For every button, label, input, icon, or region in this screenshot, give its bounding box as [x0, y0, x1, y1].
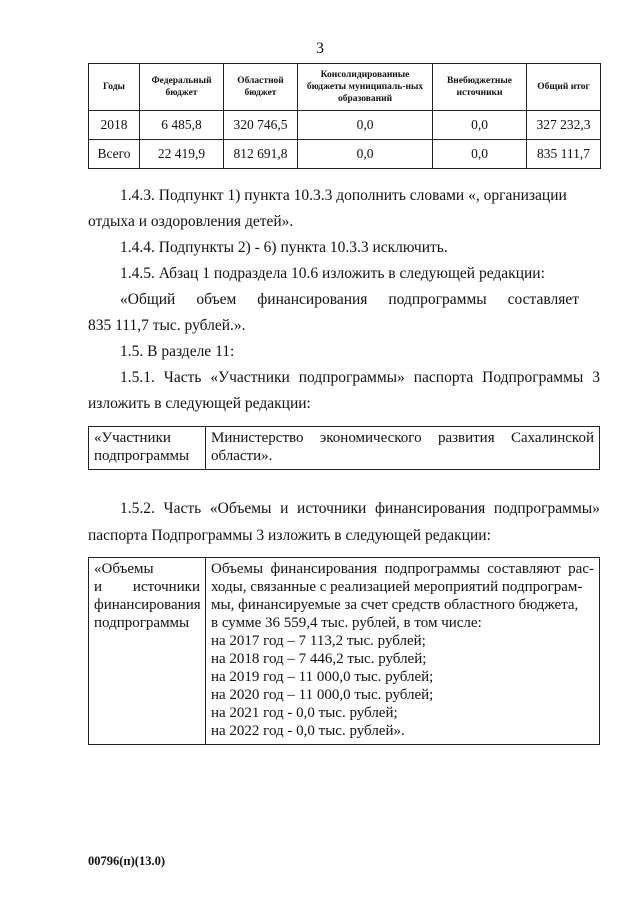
paragraph-1-4-5: [120, 261, 600, 287]
financing-table: [88, 63, 601, 169]
text-line: на 2018 год – 7 446,2 тыс. рублей;: [211, 651, 427, 667]
text-line: на 2017 год – 7 113,2 тыс. рублей;: [211, 633, 426, 649]
header-cell: Внебюджетные источники: [433, 64, 527, 111]
text-line: на 2021 год - 0,0 тыс. рублей;: [211, 705, 398, 721]
text-word: финансирования: [375, 500, 486, 517]
paragraph-1-5-1: [120, 365, 600, 391]
text-word: Министерство: [211, 430, 304, 446]
text-word: составляет: [507, 291, 580, 308]
text-word: источники: [132, 579, 200, 595]
paragraph-1-4-3-cont: [88, 209, 600, 235]
paragraph-1-5-2: [120, 496, 600, 522]
text-line: 1.4.5. Абзац 1 подраздела 10.6 изложить в следующей редакции:: [120, 265, 545, 282]
table-cell-value: [206, 427, 600, 470]
text-word: «Участники: [210, 369, 290, 386]
table-cell: 0,0: [433, 140, 527, 169]
text-word: составляют: [487, 561, 561, 577]
text-word: 3: [592, 369, 600, 386]
table-cell-value: [206, 558, 600, 745]
text-line: отдыха и оздоровления детей».: [88, 213, 294, 230]
table-row: [89, 140, 601, 169]
text-word: паспорта: [413, 369, 474, 386]
text-word: финансирования: [257, 291, 368, 308]
text-word: источники: [297, 500, 367, 517]
page-number: 3: [316, 40, 324, 57]
text-word: Сахалинской: [510, 430, 594, 446]
text-line: на 2020 год – 11 000,0 тыс. рублей;: [211, 687, 434, 703]
paragraph-1-4-4: [120, 235, 600, 261]
table-cell: 327 232,3: [527, 111, 601, 140]
text-line: изложить в следующей редакции:: [88, 395, 311, 412]
text-line: «Объемы: [94, 561, 154, 577]
text-word: Часть: [163, 500, 202, 517]
text-word: подпрограммы»: [493, 500, 600, 517]
text-word: подпрограммы»: [298, 369, 405, 386]
text-line: 835 111,7 тыс. рублей.».: [88, 317, 246, 334]
funding-volumes-table: [88, 557, 600, 745]
table-cell: 835 111,7: [527, 140, 601, 169]
text-word: «Общий: [120, 291, 176, 308]
header-cell: Консолидированные бюджеты муниципаль-ных образований: [298, 64, 433, 111]
text-line: 1.5. В разделе 11:: [120, 343, 235, 360]
text-line: «Участники: [94, 430, 171, 446]
text-line: [211, 560, 594, 578]
table-row: [89, 111, 601, 140]
quote-total-volume: [120, 287, 600, 313]
table-cell: 6 485,8: [140, 111, 224, 140]
text-word: 1.5.2.: [120, 500, 155, 517]
text-word: финансирования: [270, 561, 378, 577]
text-word: Часть: [163, 369, 202, 386]
text-word: и: [280, 500, 289, 517]
table-cell-label: [89, 558, 206, 745]
text-word: экономического: [319, 430, 422, 446]
table-cell: 0,0: [298, 111, 433, 140]
table-cell: 22 419,9: [140, 140, 224, 169]
quote-total-volume-cont: [88, 313, 600, 339]
table-cell: 812 691,8: [224, 140, 298, 169]
text-word: 1.5.1.: [120, 369, 155, 386]
table-cell: 320 746,5: [224, 111, 298, 140]
text-word: Подпрограммы: [482, 369, 584, 386]
text-word: подпрограммы: [384, 561, 480, 577]
text-word: развития: [437, 430, 495, 446]
paragraph-1-5-1-cont: [88, 391, 600, 417]
header-cell: Областной бюджет: [224, 64, 298, 111]
text-line: на 2019 год – 11 000,0 тыс. рублей;: [211, 669, 434, 685]
paragraph-1-5: [120, 339, 600, 365]
table-cell: Всего: [89, 140, 140, 169]
header-cell: Общий итог: [527, 64, 601, 111]
table-cell: 2018: [89, 111, 140, 140]
participants-table: [88, 426, 600, 470]
document-code: 00796(п)(13.0): [88, 854, 165, 868]
paragraph-1-4-3: [120, 183, 600, 209]
text-line: [211, 429, 594, 447]
text-word: рас-: [568, 561, 594, 577]
text-line: области».: [211, 448, 273, 464]
text-line: на 2022 год - 0,0 тыс. рублей».: [211, 723, 405, 739]
table-row: [89, 558, 600, 745]
text-line: паспорта Подпрограммы 3 изложить в следующей редакции:: [88, 527, 491, 544]
table-row: [89, 427, 600, 470]
text-line: 1.4.3. Подпункт 1) пункта 10.3.3 дополнить словами «, организации: [120, 187, 567, 204]
text-word: Объемы: [211, 561, 264, 577]
text-line: подпрограммы: [94, 448, 190, 464]
text-line: [94, 578, 200, 596]
text-line: мы, финансируемые за счет средств областного бюджета,: [211, 597, 579, 613]
table-cell: 0,0: [433, 111, 527, 140]
text-line: подпрограммы: [94, 615, 190, 631]
text-line: ходы, связанные с реализацией мероприятий подпрограм-: [211, 579, 583, 595]
text-line: финансирования: [94, 597, 201, 613]
text-word: объем: [196, 291, 237, 308]
text-word: подпрограммы: [388, 291, 487, 308]
text-line: в сумме 36 559,4 тыс. рублей, в том числе:: [211, 615, 482, 631]
header-cell: Годы: [89, 64, 140, 111]
table-header-row: [89, 64, 601, 111]
text-word: «Объемы: [209, 500, 272, 517]
table-cell: 0,0: [298, 140, 433, 169]
header-cell: Федеральный бюджет: [140, 64, 224, 111]
table-cell-label: [89, 427, 206, 470]
text-line: 1.4.4. Подпункты 2) - 6) пункта 10.3.3 исключить.: [120, 239, 448, 256]
text-word: и: [94, 579, 103, 595]
paragraph-1-5-2-cont: [88, 523, 600, 549]
